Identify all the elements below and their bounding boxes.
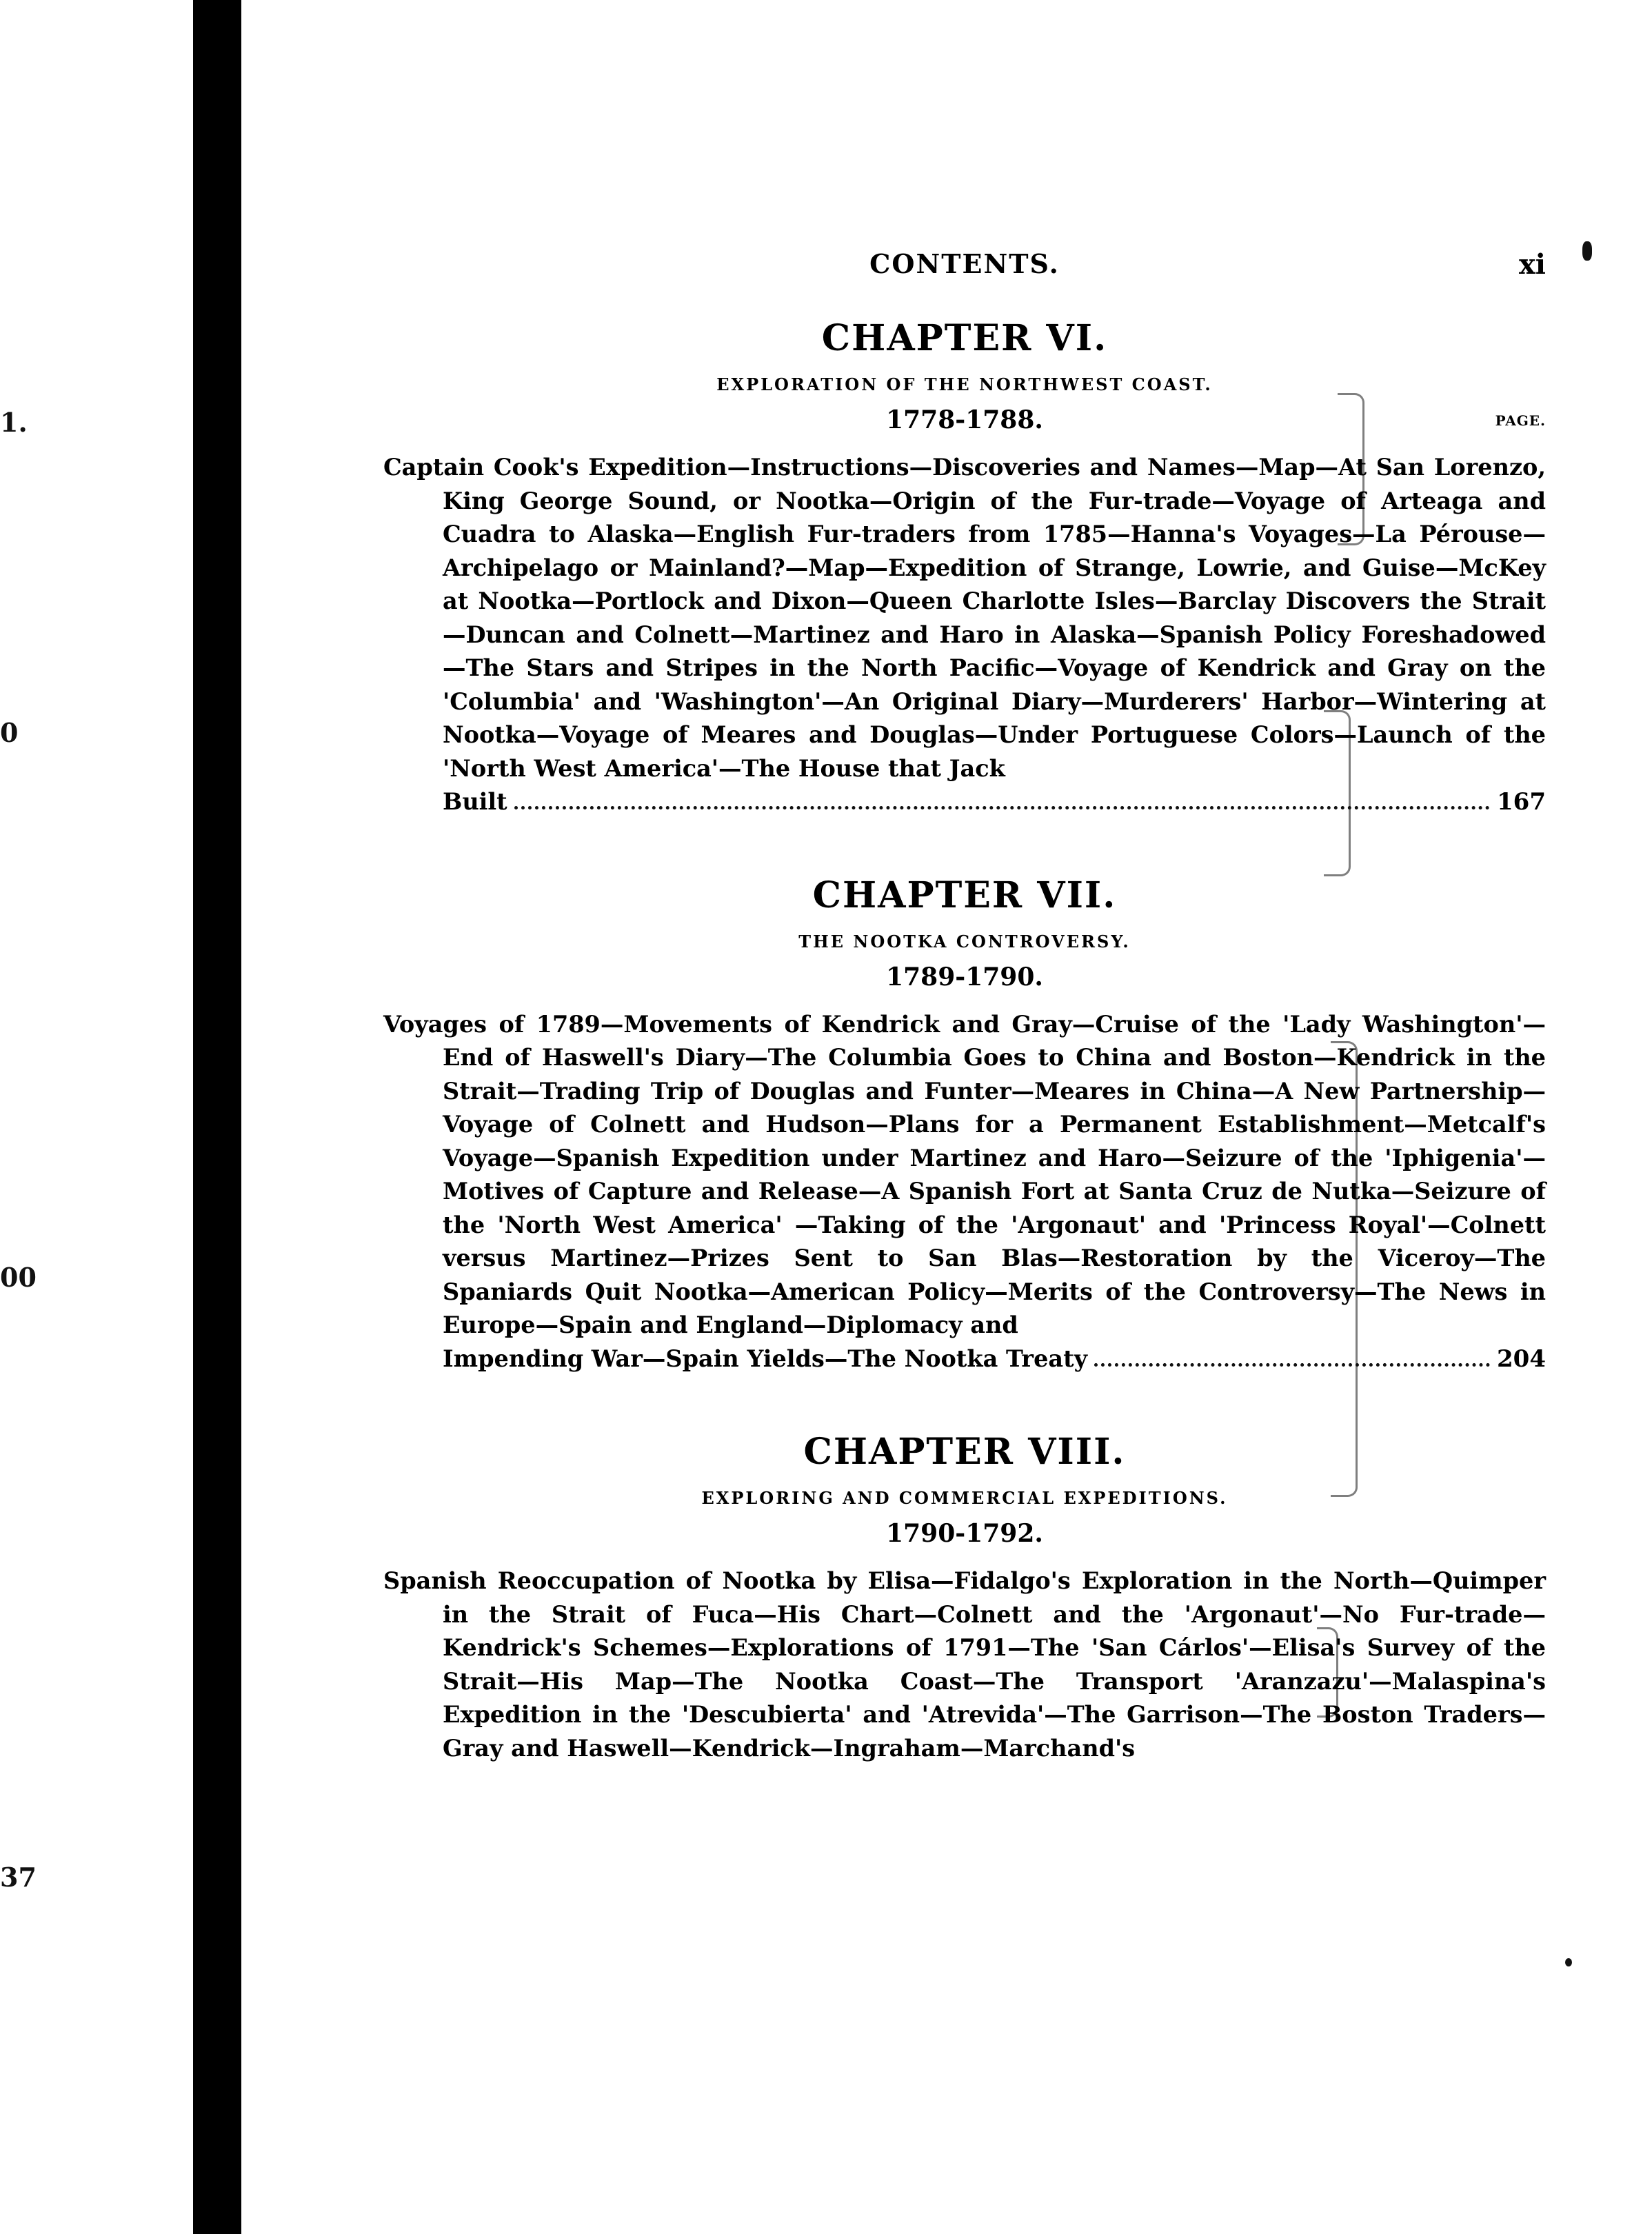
dot-leader [514,806,1490,809]
chapter-years: 1790-1792. [886,1519,1043,1548]
ink-speck [1582,241,1592,261]
chapter-years: 1778-1788. [886,405,1043,434]
contents-page [241,0,1652,2234]
page-column-label: PAGE. [1495,412,1546,429]
chapter-page-number: 167 [1497,788,1546,816]
running-head-title: CONTENTS. [869,248,1060,279]
facing-page-mark: 0 [0,717,19,748]
chapter-leader-line [383,785,1546,819]
dot-leader [1094,1363,1490,1367]
chapter-summary: Captain Cook's Expedition—Instructions—Discoveries and Names—Map—At San Lorenzo, King George Sound, or Nootka—Origin of the Fur-trade—Voyage of Arteaga and Cuadra to Alaska—English Fur-traders from 1785—Hanna's Voyages—La Pérouse—Archipelago or Mainland?—Map—Expedition of Strange, Lowrie, and Guise—McKey at Nootka—Portlock and Dixon—Queen Charlotte Isles—Barclay Discovers the Strait—Duncan and Colnett—Martinez and Haro in Alaska—Spanish Policy Foreshadowed—The Stars and Stripes in the North Pacific—Voyage of Kendrick and Gray on the 'Columbia' and 'Washington'—An Original Diary—Murderers' Harbor—Wintering at Nootka—Voyage of Meares and Douglas—Under Portuguese Colors—Launch of the 'North West America'—The House that Jack [383,454,1546,782]
chapter-entry [383,1431,1546,1765]
chapter-title: CHAPTER VIII. [803,1431,1126,1473]
chapter-years: 1789-1790. [886,962,1043,992]
facing-page-mark: 1. [0,407,28,438]
chapter-summary-end: Impending War—Spain Yields—The Nootka Treaty [443,1345,1088,1372]
chapter-entry [383,874,1546,1376]
running-head [383,248,1546,310]
chapter-title: CHAPTER VI. [821,317,1108,359]
facing-page-mark: 00 [0,1262,37,1293]
chapter-subtitle: THE NOOTKA CONTROVERSY. [798,931,1131,952]
chapter-summary-end: Built [443,788,507,815]
running-head-page-number: xi [1518,248,1546,281]
chapter-summary: Voyages of 1789—Movements of Kendrick and Gray—Cruise of the 'Lady Washington'—End of Haswell's Diary—The Columbia Goes to China and Boston—Kendrick in the Strait—Trading Trip of Douglas and Funter—Meares in China—A New Partnership—Voyage of Colnett and Hudson—Plans for a Permanent Establishment—Metcalf's Voyage—Spanish Expedition under Martinez and Haro—Seizure of the 'Iphigenia'—Motives of Capture and Release—A Spanish Fort at Santa Cruz de Nutka—Seizure of the 'North West America' —Taking of the 'Argonaut' and 'Princess Royal'—Colnett versus Martinez—Prizes Sent to San Blas—Restoration by the Viceroy—The Spaniards Quit Nootka—American Policy—Merits of the Controversy—The News in Europe—Spain and England—Diplomacy and [383,1010,1546,1338]
chapter-subtitle: EXPLORING AND COMMERCIAL EXPEDITIONS. [701,1488,1228,1508]
facing-page-mark: 37 [0,1862,37,1893]
chapter-subtitle: EXPLORATION OF THE NORTHWEST COAST. [716,374,1213,394]
book-gutter [193,0,241,2234]
chapter-title: CHAPTER VII. [812,874,1117,916]
contents-body [383,248,1546,1765]
chapter-summary: Spanish Reoccupation of Nootka by Elisa—Fidalgo's Exploration in the North—Quimper in the Strait of Fuca—His Chart—Colnett and the 'Argonaut'—No Fur-trade—Kendrick's Schemes—Explorations of 1791—The 'San Cárlos'—Elisa's Survey of the Strait—His Map—The Nootka Coast—The Transport 'Aranzazu'—Malaspina's Expedition in the 'Descubierta' and 'Atrevida'—The Garrison—The Boston Traders—Gray and Haswell—Kendrick—Ingraham—Marchand's [383,1567,1546,1762]
ink-speck [1565,1958,1572,1966]
facing-page-edge [0,0,193,2234]
chapter-leader-line [383,1342,1546,1376]
chapter-page-number: 204 [1497,1345,1546,1373]
chapter-entry [383,317,1546,819]
